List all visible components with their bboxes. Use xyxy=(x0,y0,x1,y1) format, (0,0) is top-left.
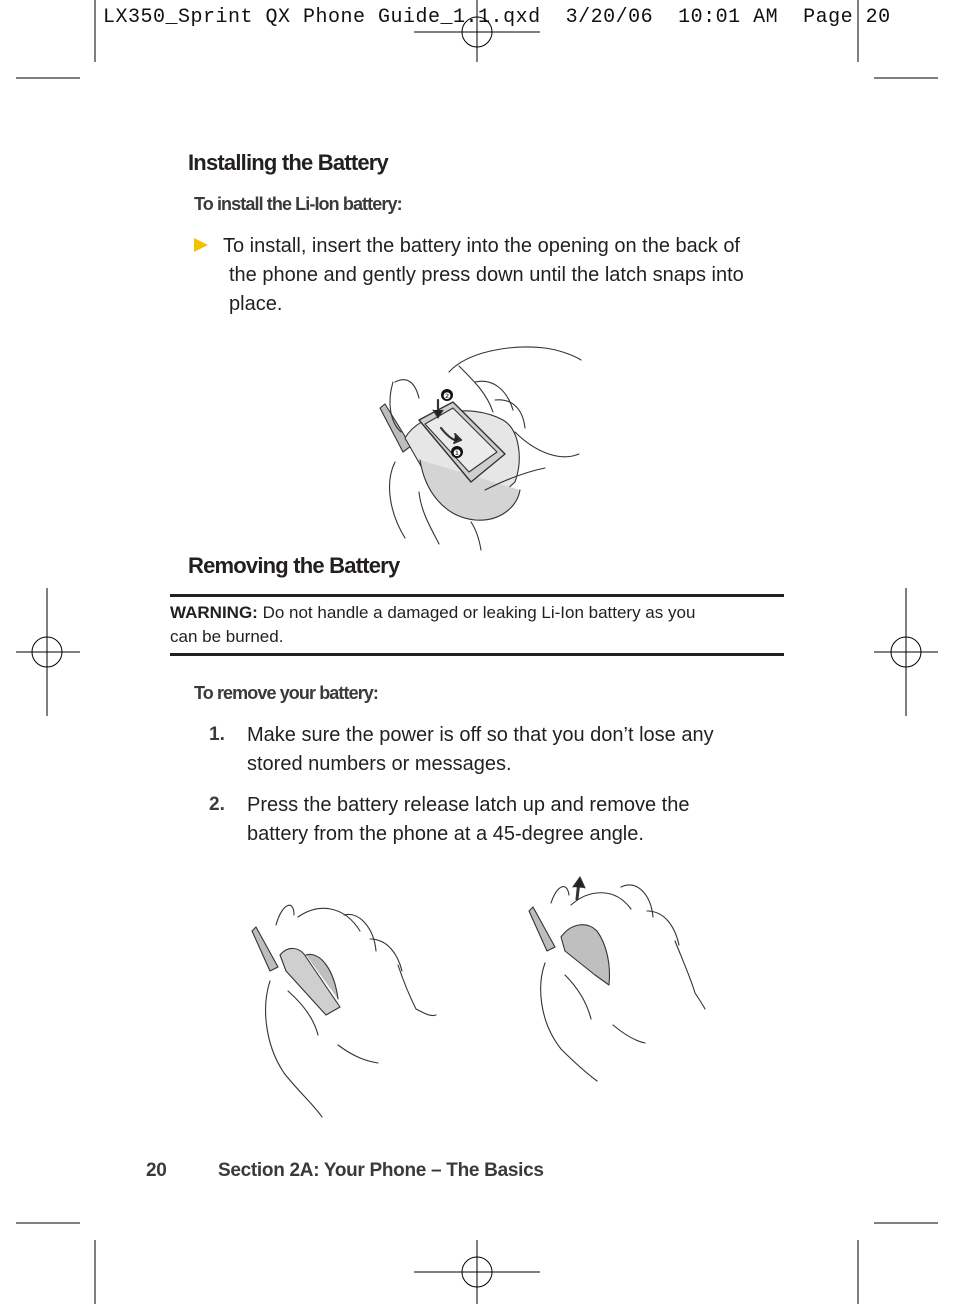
step-number-1: 1. xyxy=(209,724,225,745)
slug-page: Page 20 xyxy=(803,6,891,29)
remove-subheading: To remove your battery: xyxy=(194,683,379,703)
warning-label: WARNING: xyxy=(170,603,258,622)
install-bullet-line-2: the phone and gently press down until the latch snaps into xyxy=(229,264,744,286)
footer-section-title: Section 2A: Your Phone – The Basics xyxy=(218,1160,544,1181)
figure-label-2: ❷ xyxy=(442,391,452,401)
slug-time: 10:01 AM xyxy=(678,6,779,29)
install-subheading: To install the Li-Ion battery: xyxy=(194,194,402,214)
warning-text-1: Do not handle a damaged or leaking Li-Ion battery as you xyxy=(262,603,696,622)
bullet-arrow-icon xyxy=(193,237,209,253)
install-bullet-line-1: To install, insert the battery into the opening on the back of xyxy=(223,235,740,257)
remove-battery-illustration-2 xyxy=(525,875,715,1085)
step-2-line-2: battery from the phone at a 45-degree angle. xyxy=(247,823,644,845)
install-bullet-line-3: place. xyxy=(229,293,283,315)
remove-battery-illustration-1 xyxy=(248,895,448,1120)
step-2-line-1: Press the battery release latch up and remove the xyxy=(247,794,690,816)
warning-text xyxy=(170,601,770,649)
slug-filename: LX350_Sprint QX Phone Guide_1.1.qxd xyxy=(103,6,541,29)
footer-page-number: 20 xyxy=(146,1160,167,1181)
slug-line xyxy=(103,6,891,29)
step-number-2: 2. xyxy=(209,794,225,815)
step-1-line-2: stored numbers or messages. xyxy=(247,753,512,775)
install-battery-illustration xyxy=(375,342,585,552)
figure-label-1: ❶ xyxy=(452,448,462,458)
step-1-line-1: Make sure the power is off so that you don’t lose any xyxy=(247,724,714,746)
remove-heading: Removing the Battery xyxy=(188,553,400,578)
install-heading: Installing the Battery xyxy=(188,150,388,175)
warning-box xyxy=(170,594,784,656)
slug-date: 3/20/06 xyxy=(565,6,654,29)
warning-text-2: can be burned. xyxy=(170,627,284,646)
